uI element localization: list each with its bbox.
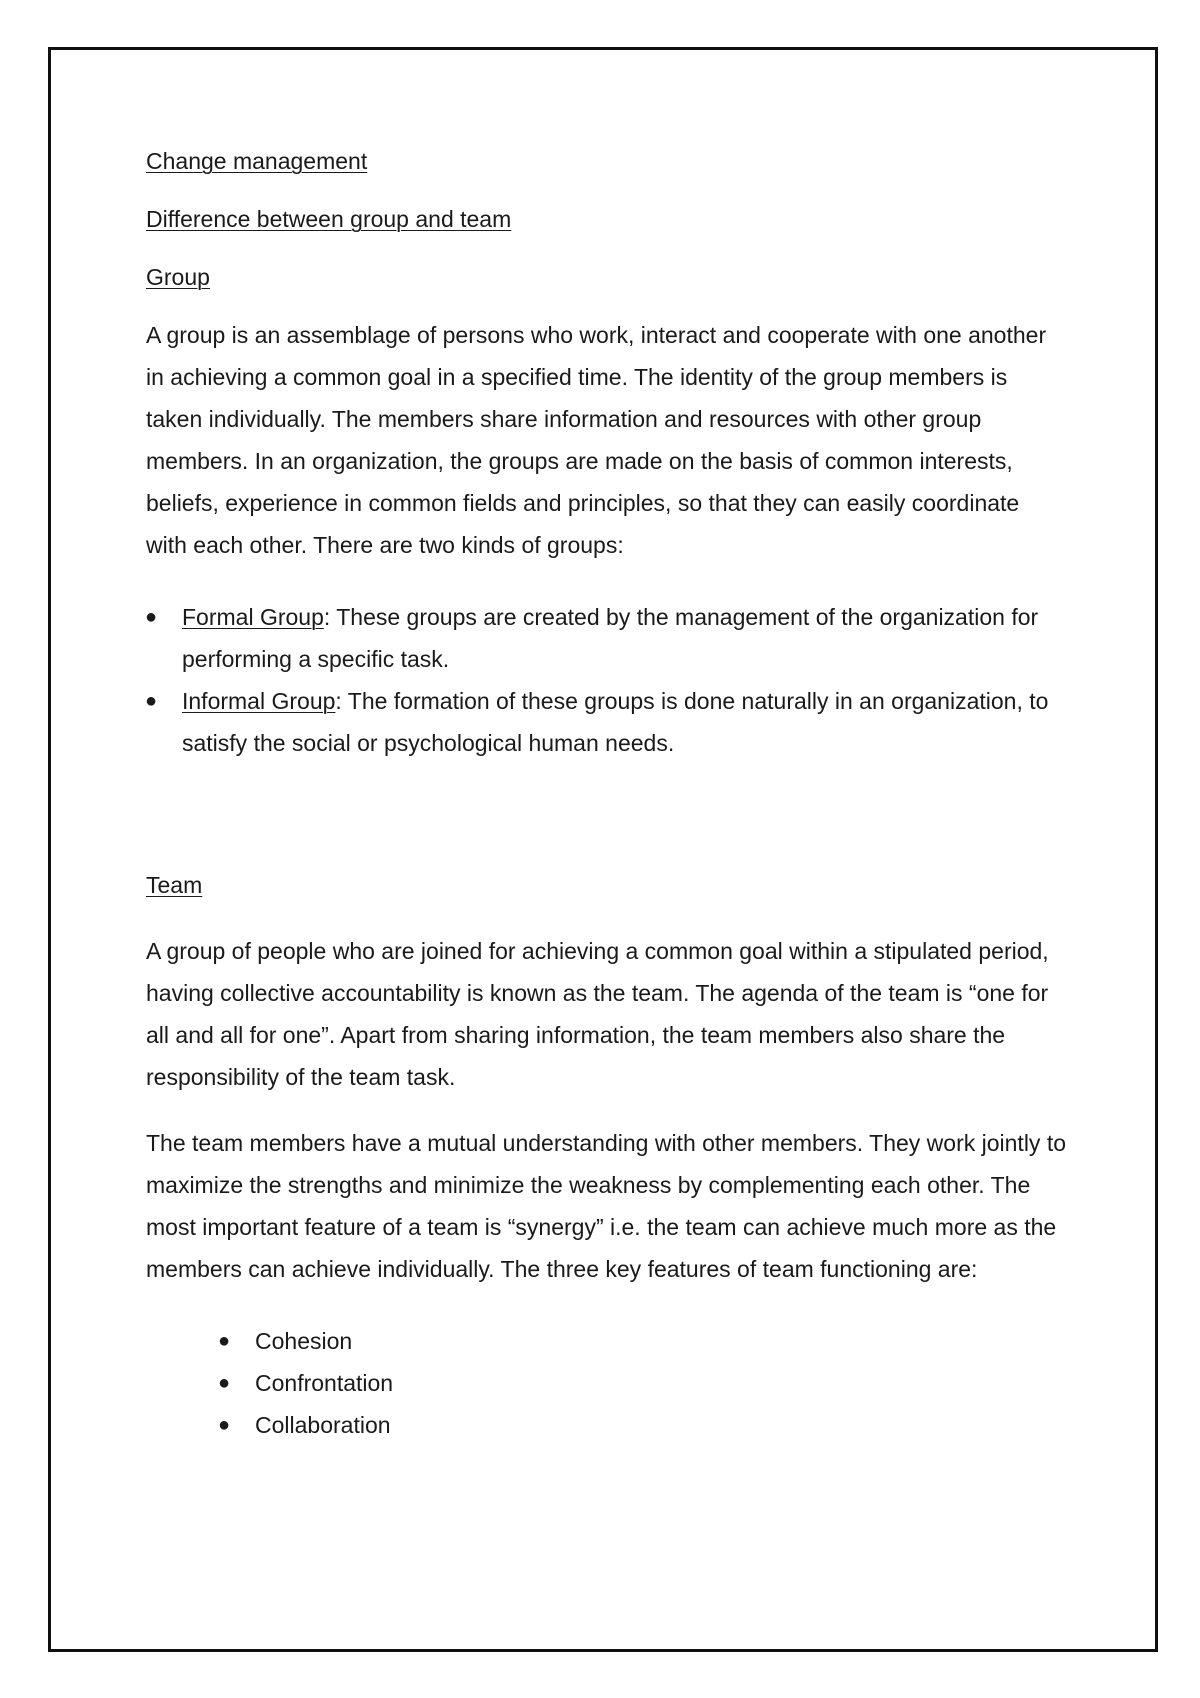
bullet-icon: ● bbox=[218, 1414, 231, 1436]
list-item bbox=[146, 1362, 1066, 1404]
list-item bbox=[146, 680, 1066, 764]
bullet-icon: ● bbox=[218, 1372, 231, 1394]
bullet-icon: ● bbox=[145, 690, 158, 712]
feature-confrontation: Confrontation bbox=[255, 1370, 394, 1396]
team-heading: Team bbox=[146, 872, 203, 898]
feature-collaboration: Collaboration bbox=[255, 1412, 391, 1438]
formal-group-term: Formal Group bbox=[182, 604, 324, 630]
bullet-icon: ● bbox=[218, 1330, 231, 1352]
informal-group-description: : The formation of these groups is done naturally in an organization, to satisfy the social or psychological human needs. bbox=[182, 688, 1049, 756]
team-paragraph-1: A group of people who are joined for achieving a common goal within a stipulated period, having collective accountability is known as the team. The agenda of the team is “one for all and all for one”. Apart from sharing information, the team members also share the responsibility of the team task. bbox=[146, 938, 1049, 1090]
group-heading: Group bbox=[146, 264, 210, 290]
group-kinds-list bbox=[146, 596, 1066, 764]
team-features-list bbox=[146, 1320, 1066, 1446]
list-item bbox=[146, 1404, 1066, 1446]
team-paragraph-2: The team members have a mutual understanding with other members. They work jointly to maximize the strengths and minimize the weakness by complementing each other. The most important feature of a team is “synergy” i.e. the team can achieve much more as the members can achieve individually. The three key features of team functioning are: bbox=[146, 1130, 1066, 1282]
bullet-icon: ● bbox=[145, 606, 158, 628]
list-item bbox=[146, 1320, 1066, 1362]
feature-cohesion: Cohesion bbox=[255, 1328, 353, 1354]
group-paragraph: A group is an assemblage of persons who work, interact and cooperate with one another in achieving a common goal in a specified time. The identity of the group members is taken individually. The members share information and resources with other group members. In an organization, the groups are made on the basis of common interests, beliefs, experience in common fields and principles, so that they can easily coordinate with each other. There are two kinds of groups: bbox=[146, 322, 1047, 558]
document-body bbox=[146, 140, 1066, 1446]
section-subtitle: Difference between group and team bbox=[146, 206, 512, 232]
formal-group-description: : These groups are created by the management of the organization for performing a specific task. bbox=[182, 604, 1039, 672]
list-item bbox=[146, 596, 1066, 680]
document-title: Change management bbox=[146, 148, 368, 174]
spacer bbox=[146, 764, 1066, 864]
informal-group-term: Informal Group bbox=[182, 688, 336, 714]
